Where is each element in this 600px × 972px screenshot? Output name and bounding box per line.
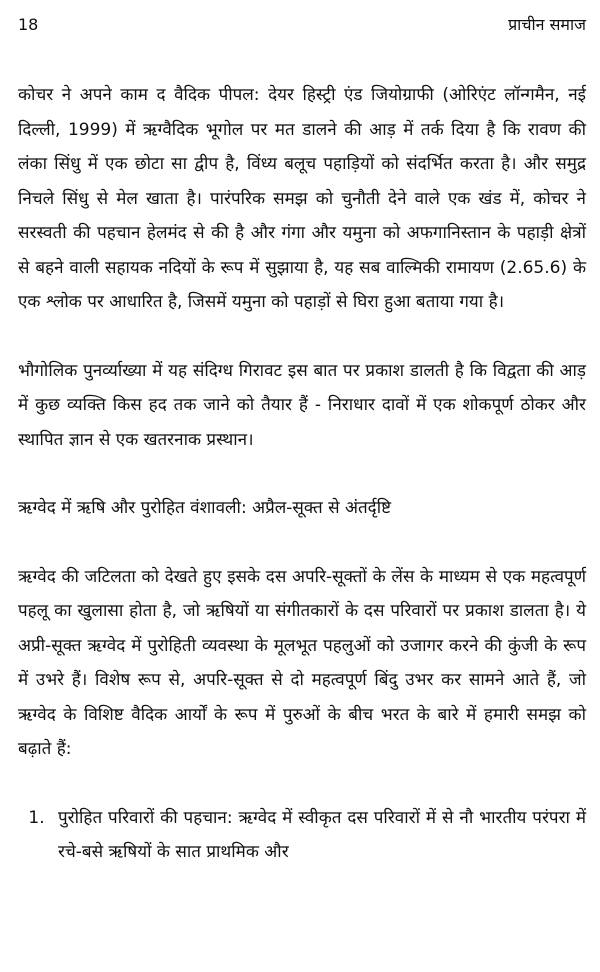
page-header (18, 14, 586, 36)
running-title: प्राचीन समाज (508, 15, 586, 34)
paragraph-apri-suktas: ऋग्वेद की जटिलता को देखते हुए इसके दस अपरि-सूक्तों के लेंस के माध्यम से एक महत्वपूर्ण पहलू का खुलासा होता है, जो ऋषियों या संगीतकारों के दस परिवारों पर प्रकाश डालता है। ये अप्री-सूक्त ऋग्वेद में पुरोहिती व्यवस्था के मूलभूत पहलुओं को उजागर करने की कुंजी के रूप में उभरे हैं। विशेष रूप से, अपरि-सूक्त से दो महत्वपूर्ण बिंदु उभर कर सामने आते हैं, जो ऋग्वेद के विशिष्ट वैदिक आर्यों के रूप में पुरुओं के बीच भरत के बारे में हमारी समझ को बढ़ाते हैं: (18, 566, 586, 759)
paragraph-reinterpretation: भौगोलिक पुनर्व्याख्या में यह संदिग्ध गिरावट इस बात पर प्रकाश डालती है कि विद्वता की आड़ में कुछ व्यक्ति किस हद तक जाने को तैयार हैं - निराधार दावों में एक शोकपूर्ण ठोकर और स्थापित ज्ञान से एक खतरनाक प्रस्थान। (18, 360, 586, 450)
list-item: 1. पुरोहित परिवारों की पहचान: ऋग्वेद में स्वीकृत दस परिवारों में से नौ भारतीय परंपरा में रचे-बसे ऋषियों के सात प्राथमिक और (50, 801, 586, 870)
page-number: 18 (18, 15, 39, 34)
paragraph-kochar: कोचर ने अपने काम द वैदिक पीपल: देयर हिस्ट्री एंड जियोग्राफी (ओरिएंट लॉन्गमैन, नई दिल्ली, 1999) में ऋग्वैदिक भूगोल पर मत डालने की आड़ में तर्क दिया है कि रावण की लंका सिंधु में एक छोटा सा द्वीप है, विंध्य बलूच पहाड़ियों को संदर्भित करता है। और समुद्र निचले सिंधु से मेल खाता है। पारंपरिक समझ को चुनौती देने वाले एक खंड में, कोचर ने सरस्वती की पहचान हेलमंद से की है और गंगा और यमुना को अफगानिस्तान के पहाड़ी क्षेत्रों से बहने वाली सहायक नदियों के रूप में सुझाया है, यह सब वाल्मिकी रामायण (2.65.6) के एक श्लोक पर आधारित है, जिसमें यमुना को पहाड़ों से घिरा हुआ बताया गया है। (18, 85, 586, 312)
section-heading: ऋग्वेद में ऋषि और पुरोहित वंशावली: अप्रैल-सूक्त से अंतर्दृष्टि (18, 498, 392, 518)
numbered-list (18, 801, 586, 870)
page-body (18, 78, 586, 870)
